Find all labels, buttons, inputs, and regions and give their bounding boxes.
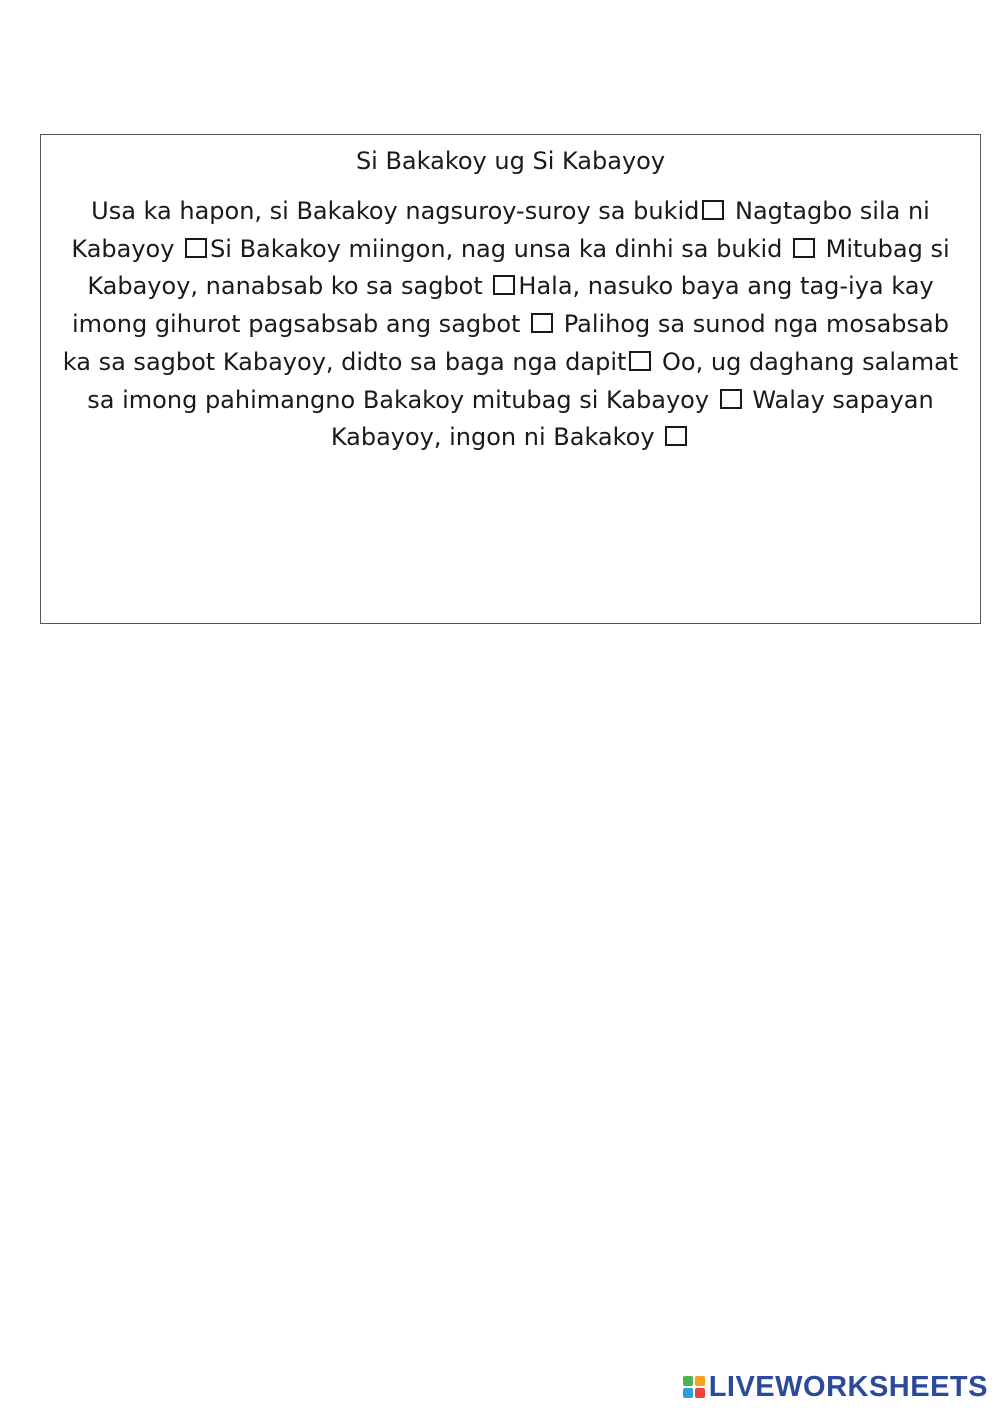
story-segment: Walay sapayan Kabayoy, ingon ni Bakakoy [330, 385, 934, 452]
punctuation-blank-7[interactable] [720, 389, 742, 409]
story-segment: Mitubag si Kabayoy, nanabsab ko sa sagbot [87, 234, 950, 301]
story-segment: Usa ka hapon, si Bakakoy nagsuroy-suroy sa bukid [91, 197, 700, 225]
logo-cell [683, 1388, 693, 1398]
story-box [40, 134, 981, 624]
story-segment: Palihog sa sunod nga mosabsab ka sa sagbot Kabayoy, didto sa baga nga dapit [62, 310, 949, 376]
punctuation-blank-4[interactable] [493, 275, 515, 295]
logo-cell [695, 1376, 705, 1386]
story-text [59, 193, 962, 457]
story-segment: Nagtagbo sila ni Kabayoy [71, 197, 930, 263]
story-segment: Si Bakakoy miingon, nag unsa ka dinhi sa bukid [210, 234, 791, 263]
logo-cell [695, 1388, 705, 1398]
punctuation-blank-1[interactable] [702, 200, 724, 220]
punctuation-blank-8[interactable] [665, 426, 687, 446]
story-title: Si Bakakoy ug Si Kabayoy [355, 147, 666, 175]
liveworksheets-brand [683, 1370, 988, 1404]
brand-name: LIVEWORKSHEETS [708, 1370, 988, 1403]
punctuation-blank-5[interactable] [531, 313, 553, 333]
punctuation-blank-2[interactable] [185, 238, 207, 258]
punctuation-blank-3[interactable] [793, 238, 815, 258]
punctuation-blank-6[interactable] [629, 351, 651, 371]
logo-cell [683, 1376, 693, 1386]
story-segment: Hala, nasuko baya ang tag-iya kay imong gihurot pagsabsab ang sagbot [72, 272, 934, 339]
story-segment: Oo, ug daghang salamat sa imong pahimangno Bakakoy mitubag si Kabayoy [87, 347, 959, 414]
liveworksheets-logo-icon [683, 1376, 705, 1398]
